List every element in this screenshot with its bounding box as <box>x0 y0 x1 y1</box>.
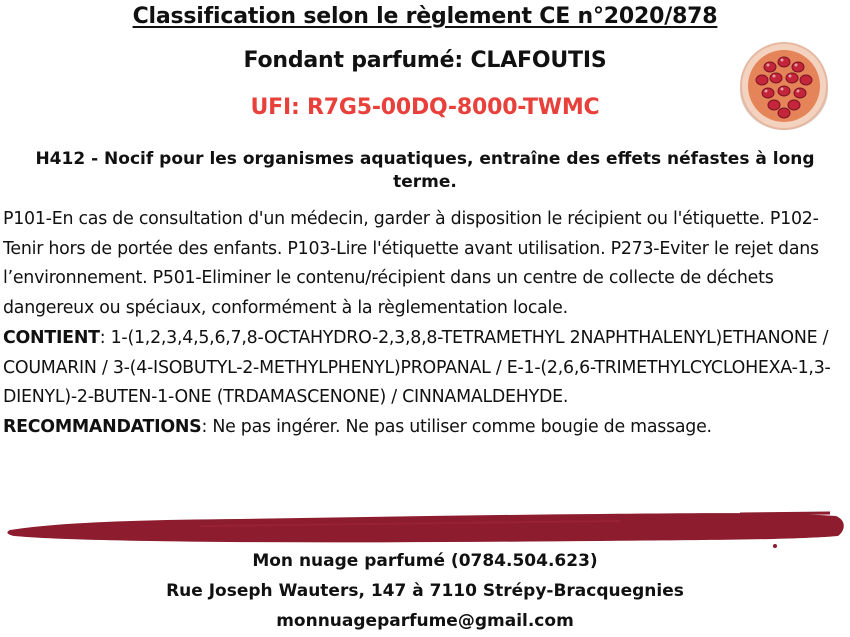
clafoutis-dish-icon <box>738 40 830 132</box>
contains-label: CONTIENT <box>3 327 100 348</box>
footer-contact <box>0 546 850 636</box>
classification-title: Classification selon le règlement CE n°2020/878 <box>132 4 718 29</box>
company-address: Rue Joseph Wauters, 147 à 7110 Strépy-Bracquegnies <box>166 581 684 601</box>
ufi-code: UFI: R7G5-00DQ-8000-TWMC <box>250 95 600 120</box>
product-name: Fondant parfumé: CLAFOUTIS <box>243 48 607 73</box>
recommendations-text: : Ne pas ingérer. Ne pas utiliser comme bougie de massage. <box>201 416 712 437</box>
contains-list: : 1-(1,2,3,4,5,6,7,8-OCTAHYDRO-2,3,8,8-TETRAMETHYL 2NAPHTHALENYL)ETHANONE / COUMARIN / 3-(4-ISOBUTYL-2-METHYLPHENYL)PROPANAL / E-1-(2,6,6-TRIMETHYLCYCLOHEXA-1,3-DIENYL)-2-BUTEN-1-ONE (TRDAMASCENONE) / CINNAMALDEHYDE. <box>3 327 831 408</box>
recommendations-label: RECOMMANDATIONS <box>3 416 202 437</box>
hazard-statement: H412 - Nocif pour les organismes aquatiques, entraîne des effets néfastes à long terme. <box>35 149 815 192</box>
company-name: Mon nuage parfumé (0784.504.623) <box>252 551 598 571</box>
company-email: monnuageparfume@gmail.com <box>276 611 574 631</box>
precautionary-statements: P101-En cas de consultation d'un médecin, garder à disposition le récipient ou l'étiquette. P102-Tenir hors de portée des enfants. P103-Lire l'étiquette avant utilisation. P273-Eviter le rejet dans l’environnement. P501-Eliminer le contenu/récipient dans un centre de collecte de déchets dangereux ou spéciaux, conformément à la règlementation locale. <box>3 209 819 319</box>
label-body <box>3 205 841 443</box>
